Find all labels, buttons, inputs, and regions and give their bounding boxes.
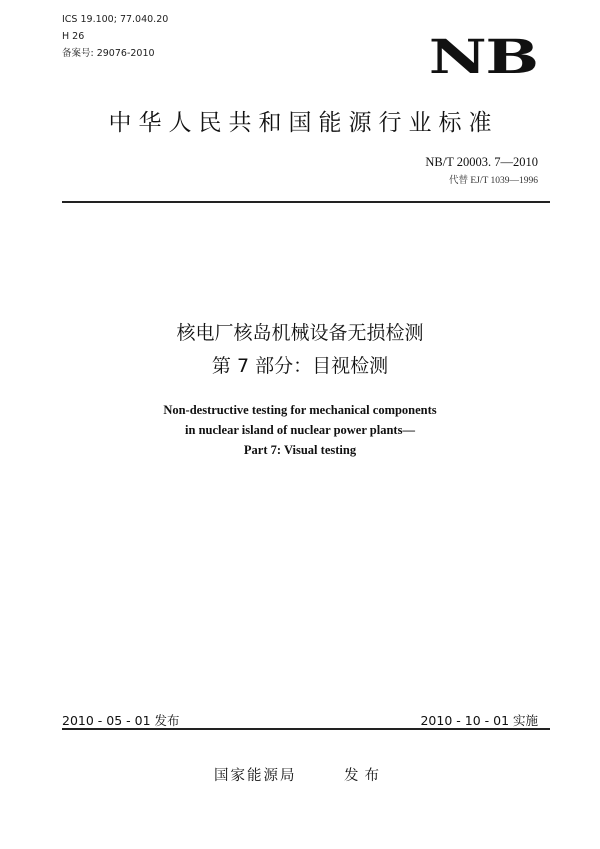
issuing-authority: 国家能源局 [214, 768, 297, 784]
title-en-line1: Non-destructive testing for mechanical components [163, 403, 437, 417]
issue-label: 发布 [344, 768, 385, 784]
replaces-standard: 代替 EJ/T 1039—1996 [448, 176, 538, 186]
publish-date: 2010 - 05 - 01 发布 [62, 713, 180, 728]
top-divider [62, 201, 550, 203]
bottom-divider [62, 728, 550, 730]
ics-code: ICS 19.100; 77.040.20 [62, 14, 169, 25]
filing-number: 备案号: 29076-2010 [62, 48, 155, 59]
title-cn-line2: 第 7 部分：目视检测 [211, 355, 389, 377]
title-en-line2: in nuclear island of nuclear power plants— [185, 423, 415, 437]
nb-logo: NB [429, 30, 538, 85]
standard-code: NB/T 20003. 7—2010 [425, 155, 538, 169]
implement-date: 2010 - 10 - 01 实施 [420, 713, 538, 728]
ccs-code: H 26 [62, 31, 85, 42]
title-en-line3: Part 7: Visual testing [243, 443, 357, 457]
org-title: 中华人民共和国能源行业标准 [108, 110, 499, 136]
title-cn-line1: 核电厂核岛机械设备无损检测 [176, 322, 424, 344]
